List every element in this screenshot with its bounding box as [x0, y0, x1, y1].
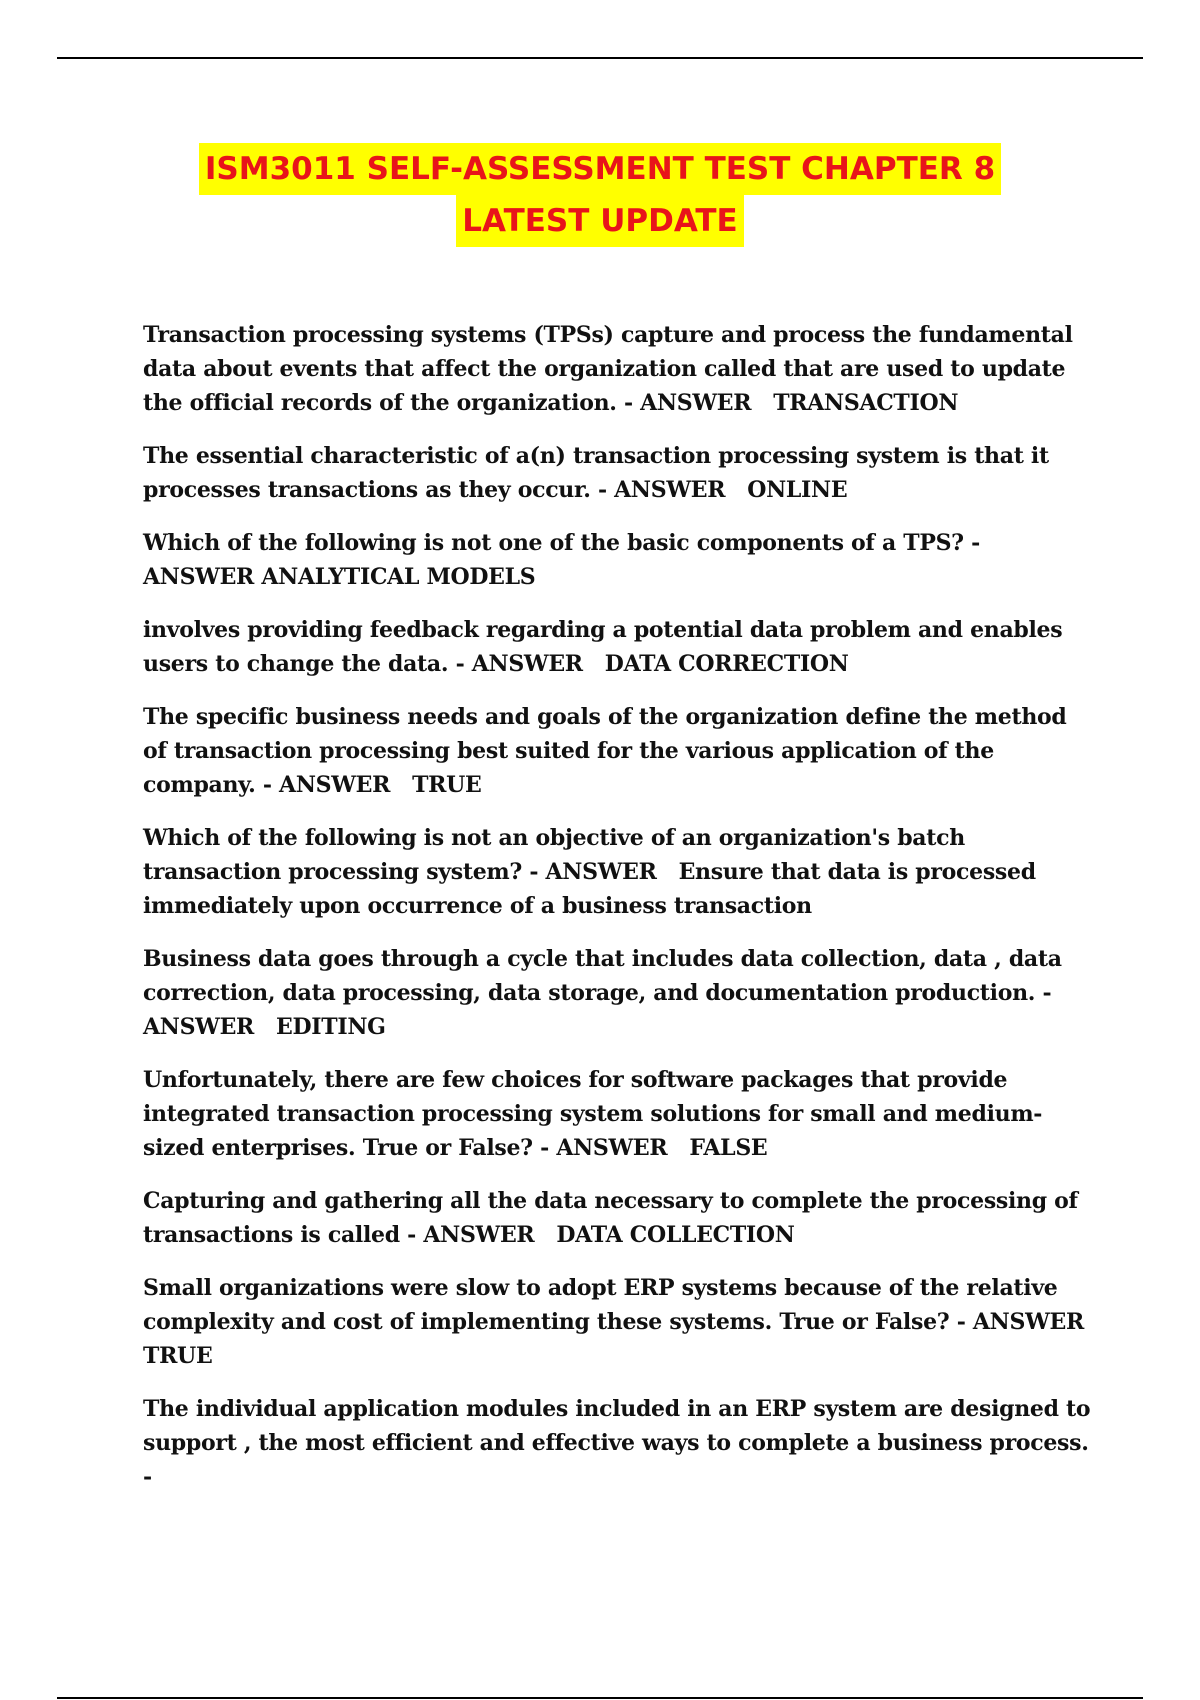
- qa-item: [143, 1392, 1093, 1494]
- question-text: Unfortunately, there are few choices for software packages that provide integrated transaction processing system solutions for small and medium-sized enterprises. True or False? - ANSWER: [143, 1067, 1043, 1161]
- answer-text: DATA COLLECTION: [556, 1222, 795, 1248]
- title-line-1: ISM3011 SELF-ASSESSMENT TEST CHAPTER 8: [199, 143, 1001, 195]
- qa-item: [143, 821, 1093, 923]
- question-text: The individual application modules included in an ERP system are designed to support , the most efficient and effective ways to complete a business process. -: [143, 1396, 1091, 1490]
- question-text: involves providing feedback regarding a potential data problem and enables users to change the data. - ANSWER: [143, 617, 1063, 677]
- answer-text: EDITING: [276, 1014, 386, 1040]
- answer-text: TRUE: [412, 772, 482, 798]
- question-text: Business data goes through a cycle that includes data collection, data , data correction, data processing, data storage, and documentation production. - ANSWER: [143, 946, 1062, 1040]
- bottom-rule: [57, 1697, 1143, 1699]
- question-text: Which of the following is not an objective of an organization's batch transaction processing system? - ANSWER: [143, 825, 965, 885]
- answer-text: ONLINE: [747, 477, 848, 503]
- question-text: Small organizations were slow to adopt ERP systems because of the relative complexity and cost of implementing these systems. True or False? - ANSWER: [143, 1275, 1084, 1335]
- answer-text: TRANSACTION: [773, 390, 959, 416]
- answer-text: FALSE: [689, 1135, 768, 1161]
- qa-list: [143, 318, 1093, 1513]
- answer-text: DATA CORRECTION: [604, 651, 849, 677]
- answer-text: ANALYTICAL MODELS: [261, 564, 536, 590]
- qa-item: [143, 1063, 1093, 1165]
- answer-text: TRUE: [143, 1343, 213, 1369]
- qa-item: [143, 526, 1093, 594]
- answer-text: Ensure that data is processed immediately upon occurrence of a business transaction: [143, 859, 1036, 919]
- question-text: Capturing and gathering all the data necessary to complete the processing of transactions is called - ANSWER: [143, 1188, 1078, 1248]
- qa-item: [143, 439, 1093, 507]
- qa-item: [143, 1271, 1093, 1373]
- document-title: [0, 143, 1200, 247]
- qa-item: [143, 700, 1093, 802]
- qa-item: [143, 318, 1093, 420]
- qa-item: [143, 613, 1093, 681]
- top-rule: [57, 57, 1143, 59]
- question-text: Transaction processing systems (TPSs) capture and process the fundamental data about events that affect the organization called that are used to update the official records of the organization. - ANSWER: [143, 322, 1073, 416]
- title-line-2: LATEST UPDATE: [456, 195, 743, 247]
- question-text: The specific business needs and goals of the organization define the method of transaction processing best suited for the various application of the company. - ANSWER: [143, 704, 1067, 798]
- qa-item: [143, 942, 1093, 1044]
- question-text: Which of the following is not one of the basic components of a TPS? - ANSWER: [143, 530, 980, 590]
- qa-item: [143, 1184, 1093, 1252]
- question-text: The essential characteristic of a(n) transaction processing system is that it processes transactions as they occur. - ANSWER: [143, 443, 1049, 503]
